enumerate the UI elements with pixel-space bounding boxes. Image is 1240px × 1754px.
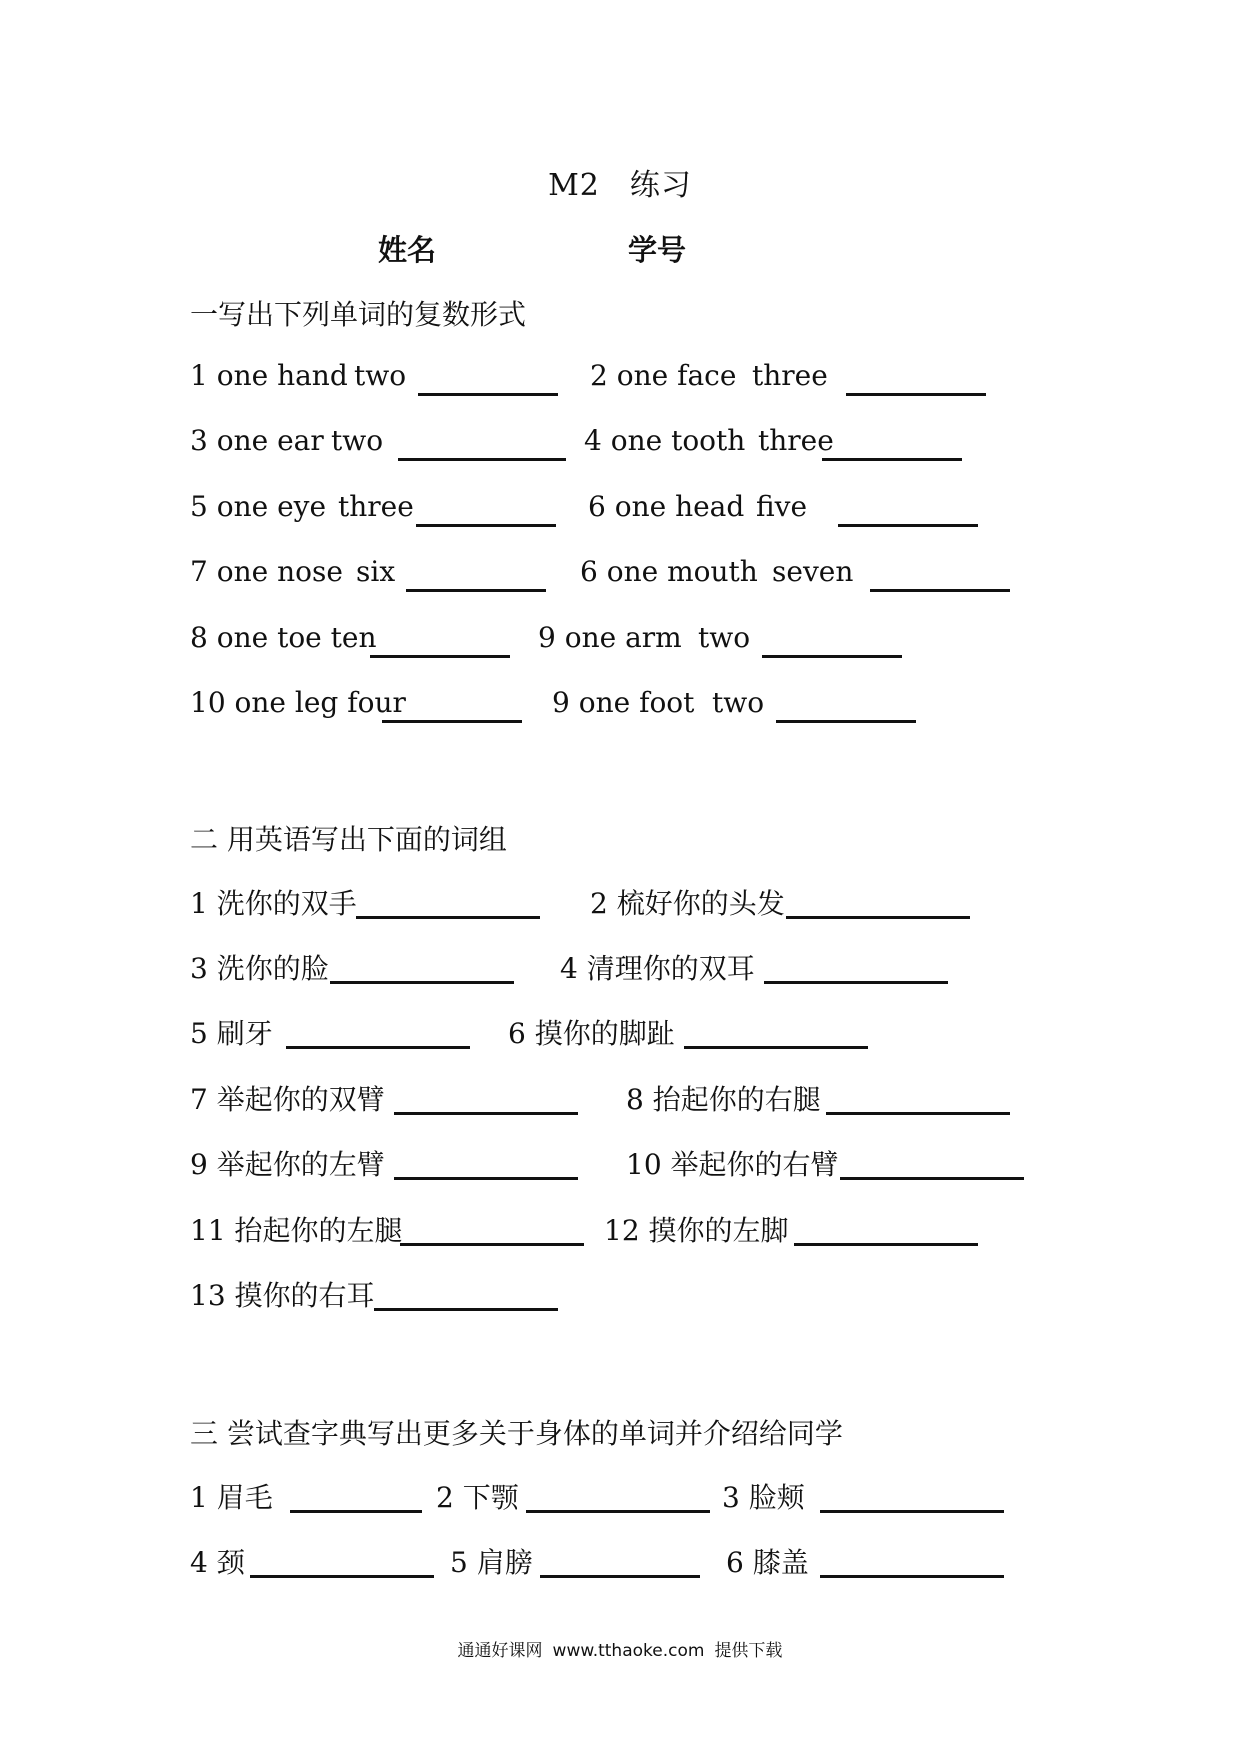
word-item: 6 one head — [588, 490, 745, 523]
title-text: 练习 — [629, 168, 692, 203]
phrase-item: 8 抬起你的右腿 — [626, 1083, 821, 1116]
body-word-item: 4 颈 — [190, 1546, 245, 1579]
phrase-item: 12 摸你的左脚 — [604, 1214, 789, 1247]
answer-blank[interactable] — [794, 1243, 978, 1246]
title-code: M2 — [548, 168, 600, 203]
word-item: 4 one tooth — [584, 424, 746, 457]
number-word: three — [752, 359, 828, 392]
section3-heading: 三 尝试查字典写出更多关于身体的单词并介绍给同学 — [190, 1417, 843, 1450]
answer-blank[interactable] — [826, 1112, 1010, 1115]
answer-blank[interactable] — [820, 1575, 1004, 1578]
answer-blank[interactable] — [330, 981, 514, 984]
word-item: 10 one leg four — [190, 686, 406, 719]
answer-blank[interactable] — [822, 458, 962, 461]
answer-blank[interactable] — [838, 524, 978, 527]
number-word: two — [354, 359, 407, 392]
answer-blank[interactable] — [394, 1177, 578, 1180]
answer-blank[interactable] — [286, 1046, 470, 1049]
answer-blank[interactable] — [846, 393, 986, 396]
section1-heading: 一写出下列单词的复数形式 — [190, 298, 527, 331]
answer-blank[interactable] — [416, 524, 556, 527]
answer-blank[interactable] — [776, 720, 916, 723]
phrase-item: 3 洗你的脸 — [190, 952, 329, 985]
word-item: 5 one eye — [190, 490, 327, 523]
answer-blank[interactable] — [370, 655, 510, 658]
answer-blank[interactable] — [786, 916, 970, 919]
phrase-item: 13 摸你的右耳 — [190, 1279, 375, 1312]
answer-blank[interactable] — [394, 1112, 578, 1115]
number-word: three — [758, 424, 834, 457]
phrase-item: 10 举起你的右臂 — [626, 1148, 839, 1181]
page-title — [0, 160, 1240, 204]
answer-blank[interactable] — [684, 1046, 868, 1049]
answer-blank[interactable] — [400, 1243, 584, 1246]
number-word: two — [712, 686, 765, 719]
word-item: 9 one arm — [538, 621, 682, 654]
answer-blank[interactable] — [374, 1308, 558, 1311]
phrase-item: 1 洗你的双手 — [190, 887, 357, 920]
body-word-item: 3 脸颊 — [722, 1481, 805, 1514]
phrase-item: 2 梳好你的头发 — [590, 887, 785, 920]
number-word: six — [356, 555, 396, 588]
answer-blank[interactable] — [290, 1510, 422, 1513]
word-item: 2 one face — [590, 359, 737, 392]
body-word-item: 6 膝盖 — [726, 1546, 809, 1579]
section2-heading: 二 用英语写出下面的词组 — [190, 823, 507, 856]
number-word: seven — [772, 555, 854, 588]
answer-blank[interactable] — [406, 589, 546, 592]
number-word: two — [331, 424, 384, 457]
answer-blank[interactable] — [250, 1575, 434, 1578]
phrase-item: 5 刷牙 — [190, 1017, 273, 1050]
answer-blank[interactable] — [540, 1575, 700, 1578]
footer-credit — [0, 1636, 1240, 1661]
phrase-item: 4 清理你的双耳 — [560, 952, 755, 985]
phrase-item: 7 举起你的双臂 — [190, 1083, 385, 1116]
number-word: two — [698, 621, 751, 654]
number-word: five — [756, 490, 808, 523]
word-item: 8 one toe ten — [190, 621, 377, 654]
phrase-item: 9 举起你的左臂 — [190, 1148, 385, 1181]
body-word-item: 1 眉毛 — [190, 1481, 273, 1514]
phrase-item: 11 抬起你的左腿 — [190, 1214, 403, 1247]
answer-blank[interactable] — [418, 393, 558, 396]
name-label: 姓名 — [378, 233, 437, 267]
body-word-item: 5 肩膀 — [450, 1546, 533, 1579]
footer-url: www.tthaoke.com — [552, 1641, 705, 1661]
phrase-item: 6 摸你的脚趾 — [508, 1017, 675, 1050]
answer-blank[interactable] — [870, 589, 1010, 592]
answer-blank[interactable] — [820, 1510, 1004, 1513]
number-word: three — [338, 490, 414, 523]
word-item: 1 one hand — [190, 359, 348, 392]
answer-blank[interactable] — [764, 981, 948, 984]
answer-blank[interactable] — [356, 916, 540, 919]
word-item: 6 one mouth — [580, 555, 758, 588]
answer-blank[interactable] — [398, 458, 566, 461]
word-item: 9 one foot — [552, 686, 695, 719]
student-number-label: 学号 — [628, 233, 687, 267]
answer-blank[interactable] — [840, 1177, 1024, 1180]
footer-site-name: 通通好课网 — [457, 1641, 543, 1661]
footer-note: 提供下载 — [714, 1641, 783, 1661]
body-word-item: 2 下颚 — [436, 1481, 519, 1514]
answer-blank[interactable] — [382, 720, 522, 723]
word-item: 3 one ear — [190, 424, 324, 457]
answer-blank[interactable] — [762, 655, 902, 658]
word-item: 7 one nose — [190, 555, 343, 588]
answer-blank[interactable] — [526, 1510, 710, 1513]
